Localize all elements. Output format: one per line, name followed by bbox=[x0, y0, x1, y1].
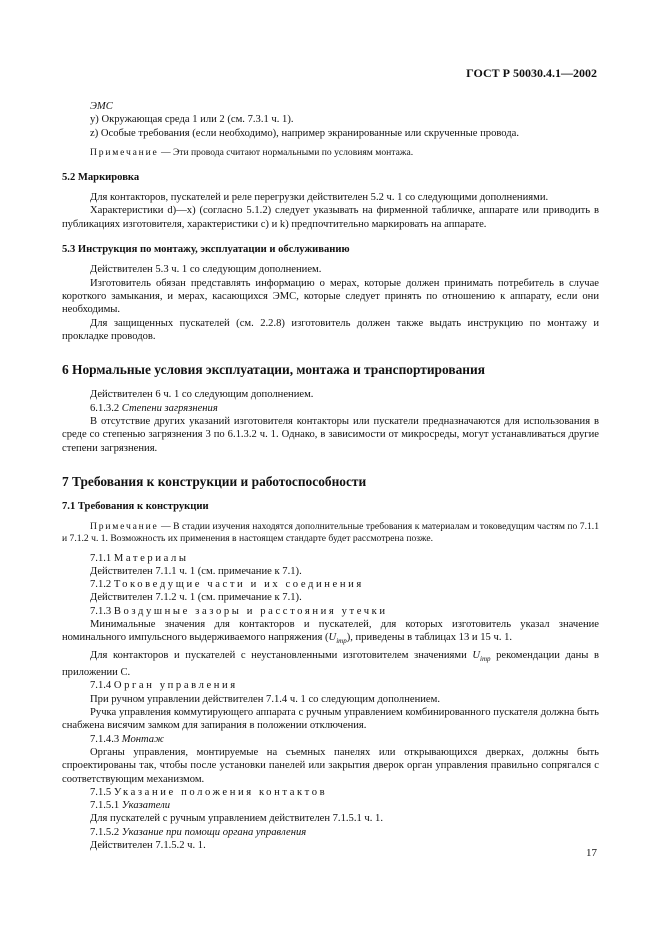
u-subscript: imp bbox=[480, 654, 491, 663]
subsection-number: 7.1.2 bbox=[90, 579, 114, 591]
section-5-2-p2: Характеристики d)—x) (согласно 5.1.2) следует указывать на фирменной табличке, аппарате или приводить в публикациях изготовителя, характеристики c) и k) предпочтительно маркировать на аппарате. bbox=[62, 205, 599, 230]
section-7-1-4-p2: Ручка управления коммутирующего аппарата с ручным управлением комбинированного пускателя должна быть снабжена висячим замком для запирания в положении отключения. bbox=[62, 707, 599, 732]
subsection-title: Указание при помощи органа управления bbox=[121, 826, 307, 838]
section-7-1-4-3-heading bbox=[62, 733, 599, 746]
section-6-p1: Действителен 6 ч. 1 со следующим дополнением. bbox=[90, 389, 314, 401]
subsection-title: Воздушные зазоры и расстояния утечки bbox=[113, 605, 388, 617]
section-7-heading: 7 Требования к конструкции и работоспособности bbox=[62, 473, 367, 489]
text-part: рекомендации даны в приложении С. bbox=[62, 649, 599, 679]
section-7-1-heading: 7.1 Требования к конструкции bbox=[62, 501, 209, 513]
section-5-3-p2: Изготовитель обязан представлять информацию о мерах, которые должен принимать потребитель в случае короткого замыкания, и мерах, касающихся ЭМС, которые следует принять по отношению к аппарату, если они необходимы. bbox=[62, 277, 599, 316]
subsection-number: 7.1.5.1 bbox=[90, 800, 122, 812]
emc-label: ЭМС bbox=[90, 101, 113, 112]
note-label: Примечание bbox=[90, 146, 159, 158]
section-7-1-1-heading bbox=[62, 552, 599, 565]
subsection-title: Монтаж bbox=[121, 733, 164, 745]
note-text: — Эти провода считают нормальными по условиям монтажа. bbox=[158, 146, 414, 158]
subsection-title: Токоведущие части и их соединения bbox=[113, 579, 364, 591]
u-subscript: imp bbox=[336, 637, 347, 646]
section-5-2-heading: 5.2 Маркировка bbox=[62, 171, 140, 183]
section-5-3-p3: Для защищенных пускателей (см. 2.2.8) изготовитель должен также выдать инструкцию по монтажу и прокладке проводов. bbox=[62, 317, 599, 342]
text-part: ), приведены в таблицах 13 и 15 ч. 1. bbox=[346, 632, 513, 644]
page-content bbox=[62, 100, 599, 852]
subsection-number: 7.1.4.3 bbox=[90, 733, 122, 745]
u-symbol: U bbox=[328, 632, 337, 644]
section-6-1-3-2-heading bbox=[62, 402, 599, 415]
subsection-number: 6.1.3.2 bbox=[90, 402, 122, 414]
subsection-number: 7.1.4 bbox=[90, 680, 114, 692]
section-7-1-note bbox=[62, 521, 599, 545]
subsection-number: 7.1.3 bbox=[90, 605, 114, 617]
emc-note bbox=[62, 147, 599, 159]
section-7-1-4-p1: При ручном управлении действителен 7.1.4 ч. 1 со следующим дополнением. bbox=[90, 693, 440, 705]
section-5-3-heading: 5.3 Инструкция по монтажу, эксплуатации и обслуживанию bbox=[62, 244, 350, 256]
section-7-1-5-1-text: Для пускателей с ручным управлением действителен 7.1.5.1 ч. 1. bbox=[90, 813, 383, 825]
section-7-1-2-heading bbox=[62, 578, 599, 591]
emc-item-z: z) Особые требования (если необходимо), например экранированные или скрученные провода. bbox=[90, 127, 520, 139]
u-symbol: U bbox=[472, 649, 481, 661]
subsection-title: Материалы bbox=[113, 552, 189, 564]
section-7-1-1-text: Действителен 7.1.1 ч. 1 (см. примечание к 7.1). bbox=[90, 565, 302, 577]
section-7-1-4-heading bbox=[62, 679, 599, 692]
section-7-1-4-3-p: Органы управления, монтируемые на съемных панелях или открывающихся дверках, должны быть спроектированы так, чтобы после установки панелей или закрытия дверок орган управления правильно сопрягался с соответствующим механизмом. bbox=[62, 746, 599, 785]
section-7-1-2-text: Действителен 7.1.2 ч. 1 (см. примечание к 7.1). bbox=[90, 592, 302, 604]
section-5-3-p1: Действителен 5.3 ч. 1 со следующим дополнением. bbox=[90, 264, 322, 276]
section-6-heading: 6 Нормальные условия эксплуатации, монтажа и транспортирования bbox=[62, 362, 485, 378]
subsection-title: Орган управления bbox=[113, 680, 238, 692]
section-5-2-p1: Для контакторов, пускателей и реле перегрузки действителен 5.2 ч. 1 со следующими дополнениями. bbox=[90, 192, 549, 204]
section-7-1-5-heading bbox=[62, 786, 599, 799]
section-7-1-3-p2 bbox=[62, 649, 599, 680]
note-text: — В стадии изучения находятся дополнительные требования к материалам и токоведущим частям по 7.1.1 и 7.1.2 ч. 1. Возможность их применения в настоящем стандарте будет рассмотрена позже. bbox=[62, 520, 599, 544]
subsection-title: Указатели bbox=[121, 800, 171, 812]
text-part: Минимальные значения для контакторов и пускателей, для которых изготовитель указал значение номинального импульсного выдерживаемого напряжения ( bbox=[62, 619, 599, 644]
section-7-1-5-2-heading bbox=[62, 826, 599, 839]
section-7-1-3-p1 bbox=[62, 618, 599, 649]
section-7-1-5-1-heading bbox=[62, 799, 599, 812]
section-7-1-5-2-text: Действителен 7.1.5.2 ч. 1. bbox=[90, 839, 206, 851]
subsection-number: 7.1.5 bbox=[90, 786, 114, 798]
subsection-number: 7.1.5.2 bbox=[90, 826, 122, 838]
standard-header: ГОСТ Р 50030.4.1—2002 bbox=[466, 66, 597, 80]
page-number: 17 bbox=[586, 847, 597, 859]
subsection-title: Указание положения контактов bbox=[113, 786, 328, 798]
subsection-title: Степени загрязнения bbox=[121, 402, 218, 414]
section-7-1-3-heading bbox=[62, 605, 599, 618]
subsection-number: 7.1.1 bbox=[90, 552, 114, 564]
section-6-p2: В отсутствие других указаний изготовителя контакторы или пускатели предназначаются для использования в среде со степенью загрязнения 3 по 6.1.3.2 ч. 1. Однако, в зависимости от микросреды, могут устанавливаться другие степени загрязнения. bbox=[62, 416, 599, 454]
note-label: Примечание bbox=[90, 520, 159, 532]
text-part: Для контакторов и пускателей с неустановленными изготовителем значениями bbox=[90, 649, 473, 661]
emc-item-y: y) Окружающая среда 1 или 2 (см. 7.3.1 ч. 1). bbox=[90, 114, 294, 126]
